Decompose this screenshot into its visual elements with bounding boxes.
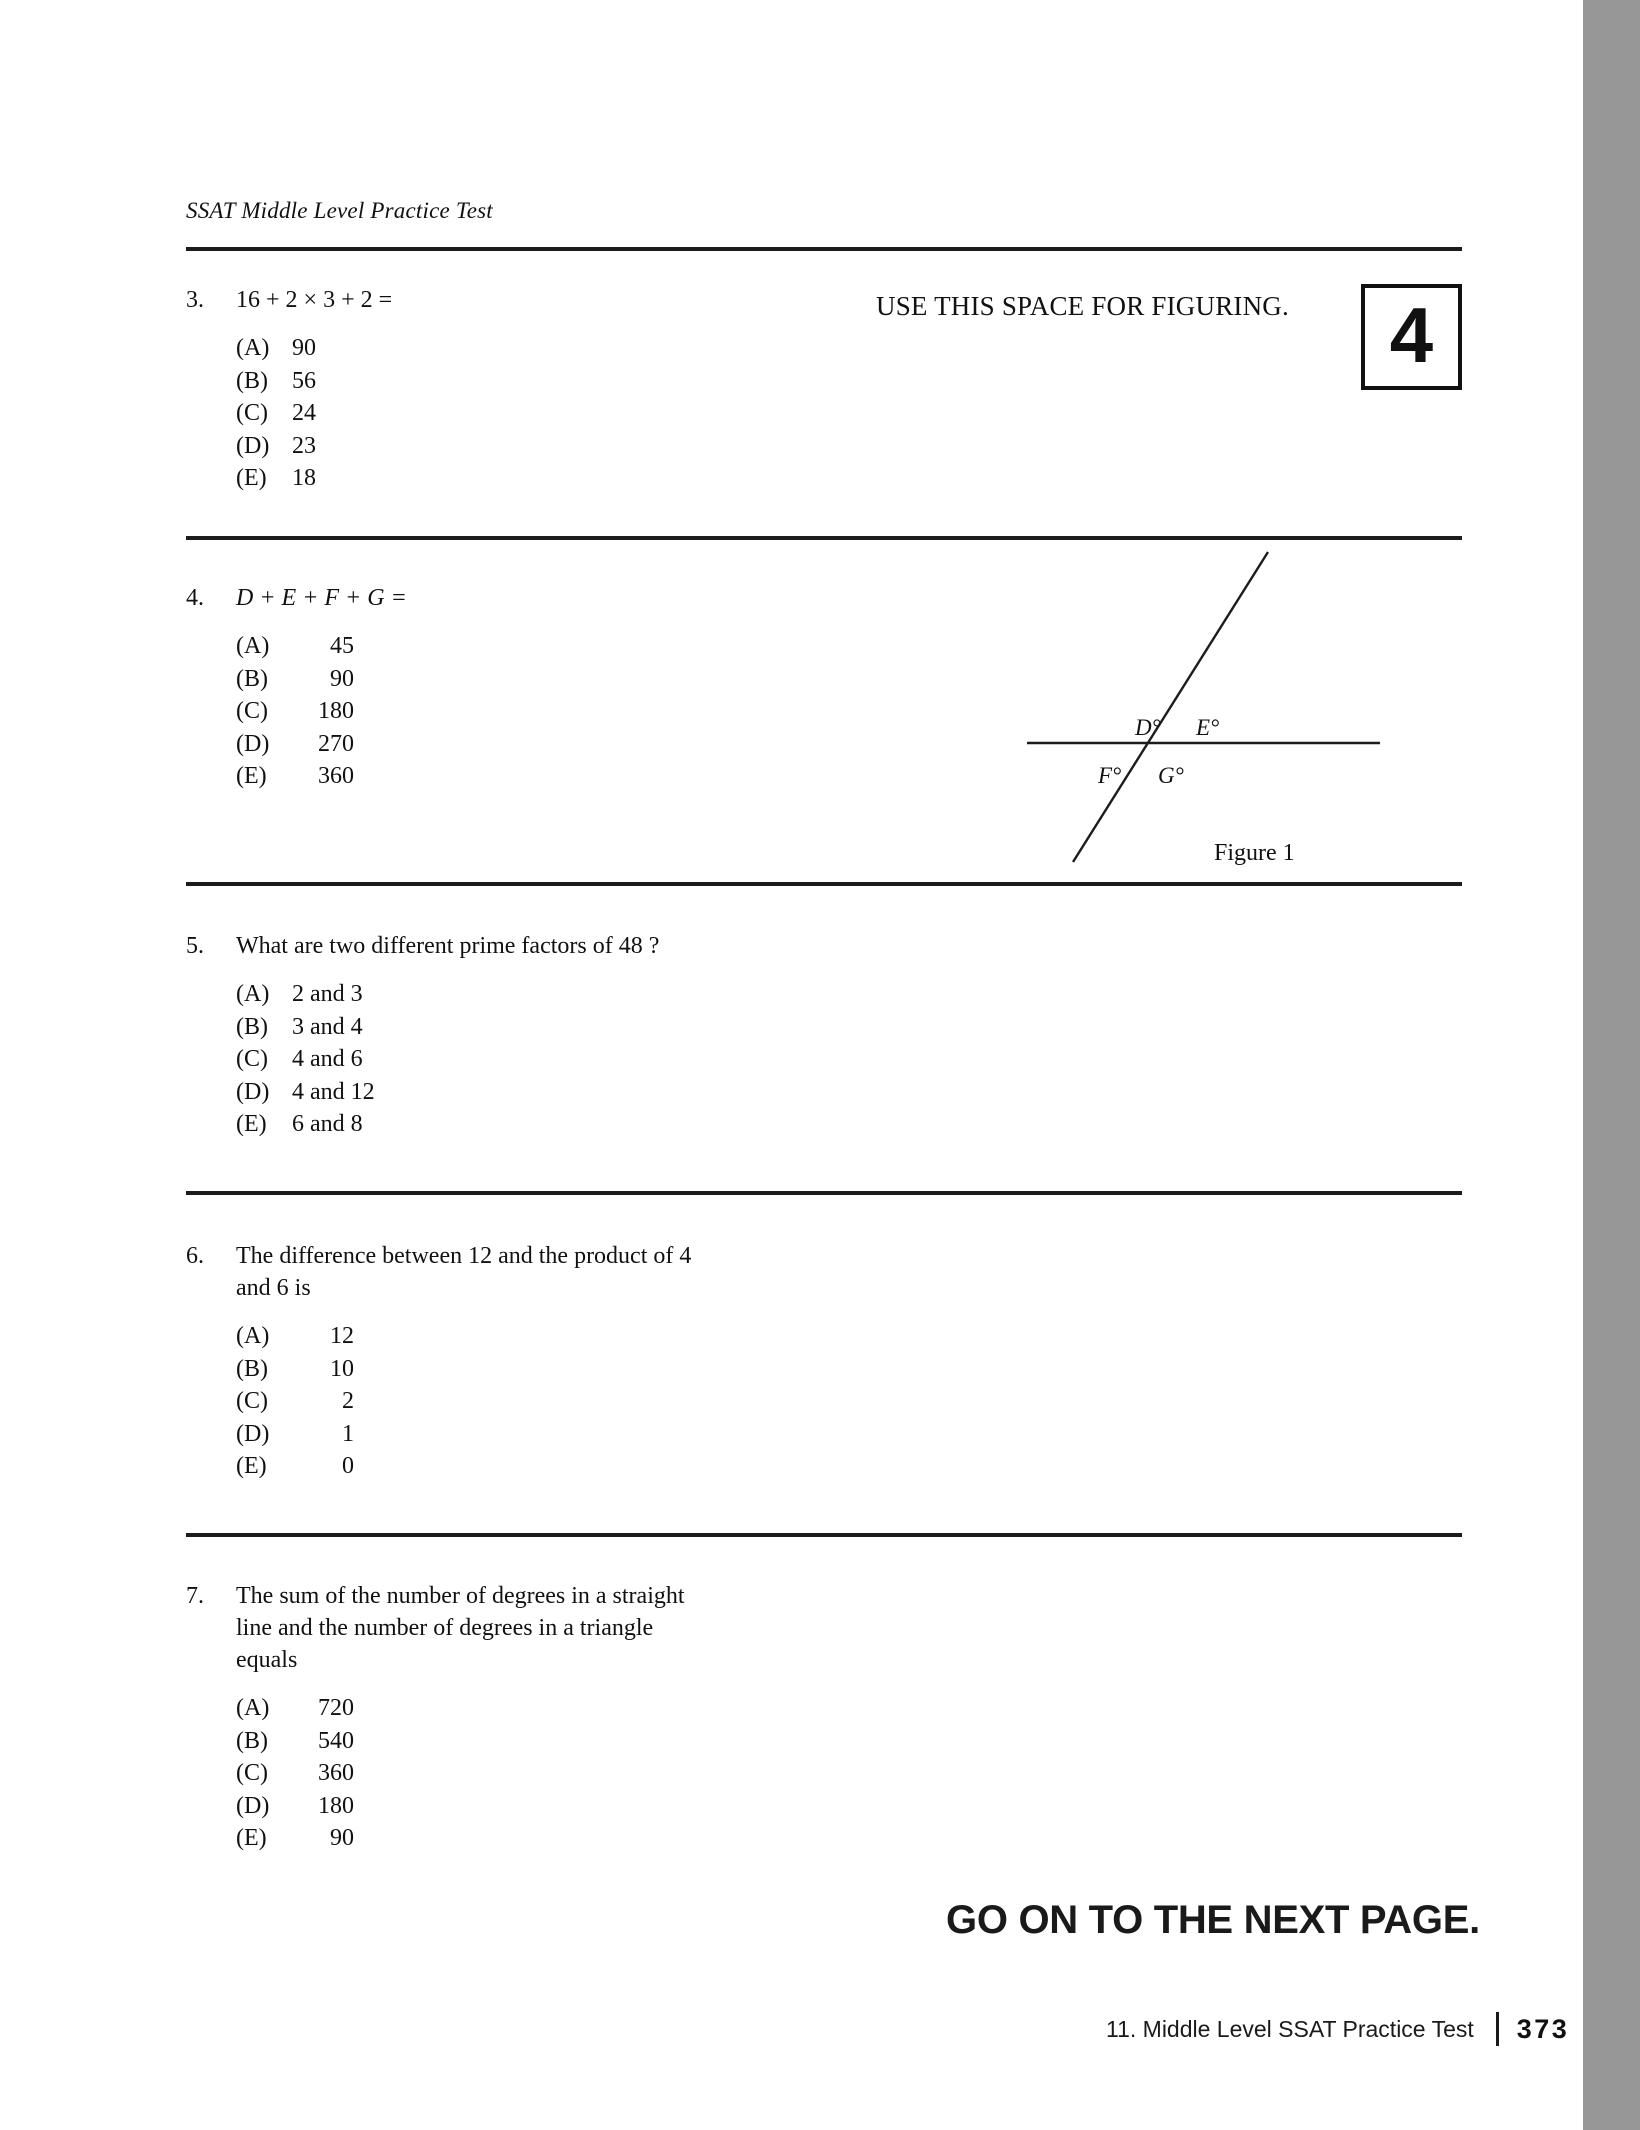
question-3-stem <box>236 284 392 316</box>
question-5-stem <box>236 930 659 962</box>
choice-letter: (E) <box>236 1825 267 1851</box>
question-6-choices <box>236 1320 886 1483</box>
question-3-choice-d[interactable] <box>236 430 886 463</box>
question-3-head <box>186 284 886 316</box>
question-3-choice-e[interactable] <box>236 462 886 495</box>
question-3-number: 3. <box>186 287 204 313</box>
question-4 <box>186 582 886 793</box>
choice-letter: (B) <box>236 1355 268 1382</box>
question-5-number: 5. <box>186 933 204 959</box>
choice-letter: (E) <box>236 1453 267 1479</box>
go-on-to-next-page-label: GO ON TO THE NEXT PAGE. <box>946 1898 1480 1942</box>
choice-text: 360 <box>318 763 354 789</box>
choice-letter: (B) <box>236 1727 268 1754</box>
question-7-choice-a[interactable] <box>236 1692 886 1725</box>
angle-label-d: D° <box>1135 715 1161 740</box>
choice-letter: (A) <box>236 633 270 659</box>
folio-chapter-title: 11. Middle Level SSAT Practice Test <box>1106 2015 1474 2042</box>
choice-text: 1 <box>342 1420 354 1447</box>
choice-text: 18 <box>292 465 316 491</box>
question-5-choice-a[interactable] <box>236 978 886 1011</box>
choice-letter: (E) <box>236 1111 267 1137</box>
question-6-choice-c[interactable] <box>236 1385 886 1418</box>
question-7-stem-line-1: The sum of the number of degrees in a straight <box>236 1583 685 1609</box>
section-number-label: 4 <box>1389 291 1434 379</box>
question-4-choice-b[interactable] <box>236 663 886 696</box>
choice-text: 56 <box>292 367 316 394</box>
figure-1-caption: Figure 1 <box>1214 840 1295 866</box>
choice-letter: (D) <box>236 1792 270 1819</box>
choice-text: 12 <box>330 1323 354 1349</box>
section-number-box <box>1361 284 1462 390</box>
choice-text: 360 <box>318 1760 354 1786</box>
choice-text: 2 <box>342 1388 354 1414</box>
folio-page-number: 373 <box>1516 2013 1570 2044</box>
choice-letter: (D) <box>236 1420 270 1447</box>
question-6-number: 6. <box>186 1243 204 1269</box>
choice-text: 23 <box>292 432 316 459</box>
question-3-choice-c[interactable] <box>236 397 886 430</box>
question-5-divider <box>186 1190 1462 1196</box>
question-3 <box>186 284 886 495</box>
choice-letter: (B) <box>236 367 268 394</box>
question-4-number: 4. <box>186 585 204 611</box>
question-5-choice-b[interactable] <box>236 1011 886 1044</box>
angle-label-g: G° <box>1158 763 1184 788</box>
choice-letter: (C) <box>236 1046 268 1072</box>
use-this-space-for-figuring-label: USE THIS SPACE FOR FIGURING. <box>876 291 1289 321</box>
choice-text: 24 <box>292 400 316 426</box>
choice-letter: (B) <box>236 665 268 692</box>
choice-letter: (E) <box>236 465 267 491</box>
question-4-divider <box>186 881 1462 887</box>
choice-letter: (C) <box>236 1760 268 1786</box>
folio-divider <box>1496 2012 1499 2046</box>
question-4-choice-c[interactable] <box>236 695 886 728</box>
question-4-stem-line-1: D + E + F + G = <box>236 585 407 611</box>
question-5-choice-d[interactable] <box>236 1076 886 1109</box>
question-7-stem-line-2: line and the number of degrees in a triangle <box>236 1615 654 1641</box>
question-6-stem <box>236 1240 691 1304</box>
question-7 <box>186 1580 886 1855</box>
figure-1-diagram <box>1000 520 1460 890</box>
question-5-choice-c[interactable] <box>236 1043 886 1076</box>
transversal-line <box>1073 552 1268 862</box>
choice-text: 180 <box>318 698 354 724</box>
choice-text: 90 <box>330 1825 354 1851</box>
choice-text: 10 <box>330 1355 354 1382</box>
question-6-head <box>186 1240 886 1304</box>
question-5-stem-line-1: What are two different prime factors of 48 ? <box>236 933 660 959</box>
question-4-choice-a[interactable] <box>236 630 886 663</box>
choice-text: 3 and 4 <box>292 1013 363 1040</box>
choice-letter: (B) <box>236 1013 268 1040</box>
question-5-head <box>186 930 886 962</box>
question-4-head <box>186 582 886 614</box>
choice-letter: (D) <box>236 730 270 757</box>
choice-text: 2 and 3 <box>292 981 363 1007</box>
question-6-choice-e[interactable] <box>236 1450 886 1483</box>
question-3-choice-a[interactable] <box>236 332 886 365</box>
question-6-stem-line-1: The difference between 12 and the product of 4 <box>236 1243 692 1269</box>
question-7-head <box>186 1580 886 1676</box>
question-6 <box>186 1240 886 1483</box>
question-6-choice-a[interactable] <box>236 1320 886 1353</box>
running-head: SSAT Middle Level Practice Test <box>186 198 493 223</box>
question-6-choice-d[interactable] <box>236 1418 886 1451</box>
choice-letter: (D) <box>236 432 270 459</box>
question-7-choice-e[interactable] <box>236 1822 886 1855</box>
angle-label-e: E° <box>1196 715 1220 740</box>
choice-letter: (A) <box>236 981 270 1007</box>
choice-letter: (E) <box>236 763 267 789</box>
question-4-choices <box>236 630 886 793</box>
page-folio <box>1106 2012 1569 2046</box>
choice-letter: (C) <box>236 1388 268 1414</box>
choice-text: 720 <box>318 1695 354 1721</box>
question-3-choice-b[interactable] <box>236 365 886 398</box>
choice-text: 4 and 6 <box>292 1046 363 1072</box>
question-7-choice-c[interactable] <box>236 1757 886 1790</box>
header-rule <box>186 246 1462 252</box>
choice-text: 90 <box>292 335 316 361</box>
question-6-divider <box>186 1532 1462 1538</box>
question-7-choice-b[interactable] <box>236 1725 886 1758</box>
choice-letter: (A) <box>236 1323 270 1349</box>
page-gutter-bar <box>1583 0 1640 2130</box>
question-6-choice-b[interactable] <box>236 1353 886 1386</box>
choice-letter: (C) <box>236 698 268 724</box>
question-7-stem <box>236 1580 685 1676</box>
question-5 <box>186 930 886 1141</box>
question-5-choices <box>236 978 886 1141</box>
question-4-choice-d[interactable] <box>236 728 886 761</box>
choice-text: 0 <box>342 1453 354 1479</box>
question-3-choices <box>236 332 886 495</box>
figure-1 <box>1000 520 1460 890</box>
question-7-number: 7. <box>186 1583 204 1609</box>
question-4-choice-e[interactable] <box>236 760 886 793</box>
choice-text: 6 and 8 <box>292 1111 363 1137</box>
choice-letter: (A) <box>236 335 270 361</box>
choice-letter: (D) <box>236 1078 270 1105</box>
choice-text: 540 <box>318 1727 354 1754</box>
question-3-stem-line-1: 16 + 2 × 3 + 2 = <box>236 287 393 313</box>
choice-text: 90 <box>330 665 354 692</box>
choice-letter: (A) <box>236 1695 270 1721</box>
choice-text: 180 <box>318 1792 354 1819</box>
choice-text: 45 <box>330 633 354 659</box>
question-5-choice-e[interactable] <box>236 1108 886 1141</box>
question-7-choices <box>236 1692 886 1855</box>
choice-letter: (C) <box>236 400 268 426</box>
question-6-stem-line-2: and 6 is <box>236 1275 311 1301</box>
question-7-stem-line-3: equals <box>236 1647 298 1673</box>
question-7-choice-d[interactable] <box>236 1790 886 1823</box>
angle-label-f: F° <box>1098 763 1122 788</box>
choice-text: 270 <box>318 730 354 757</box>
question-4-stem <box>236 582 407 614</box>
choice-text: 4 and 12 <box>292 1078 375 1105</box>
